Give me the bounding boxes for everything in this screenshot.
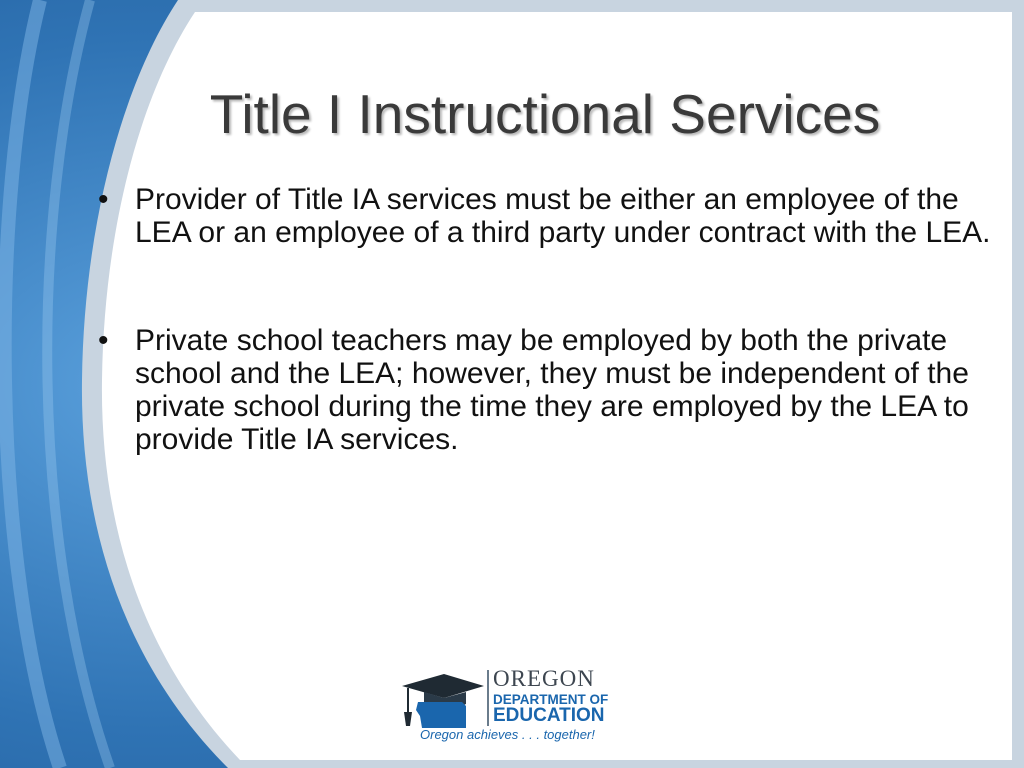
bullet-marker: • bbox=[98, 324, 109, 357]
logo-education-text: EDUCATION bbox=[493, 705, 605, 726]
bullet-text: Private school teachers may be employed by both the private school and the LEA; however, they must be independent of the private school during the time they are employed by the LEA to provide Title IA services. bbox=[135, 324, 969, 456]
logo-department-text: DEPARTMENT OF bbox=[493, 692, 609, 707]
logo-tagline: Oregon achieves . . . together! bbox=[420, 727, 595, 742]
bullet-list bbox=[98, 183, 998, 456]
bullet-text: Provider of Title IA services must be either an employee of the LEA or an employee of a third party under contract with the LEA. bbox=[135, 183, 991, 249]
bullet-item bbox=[98, 324, 998, 456]
logo-divider bbox=[487, 670, 489, 726]
bullet-marker: • bbox=[98, 183, 109, 216]
oregon-department-of-education-logo bbox=[400, 664, 620, 754]
graduation-cap-oregon-map-icon bbox=[400, 672, 486, 732]
bullet-item bbox=[98, 183, 998, 249]
logo-oregon-text: OREGON bbox=[493, 666, 595, 691]
slide-title: Title I Instructional Services bbox=[209, 83, 881, 145]
